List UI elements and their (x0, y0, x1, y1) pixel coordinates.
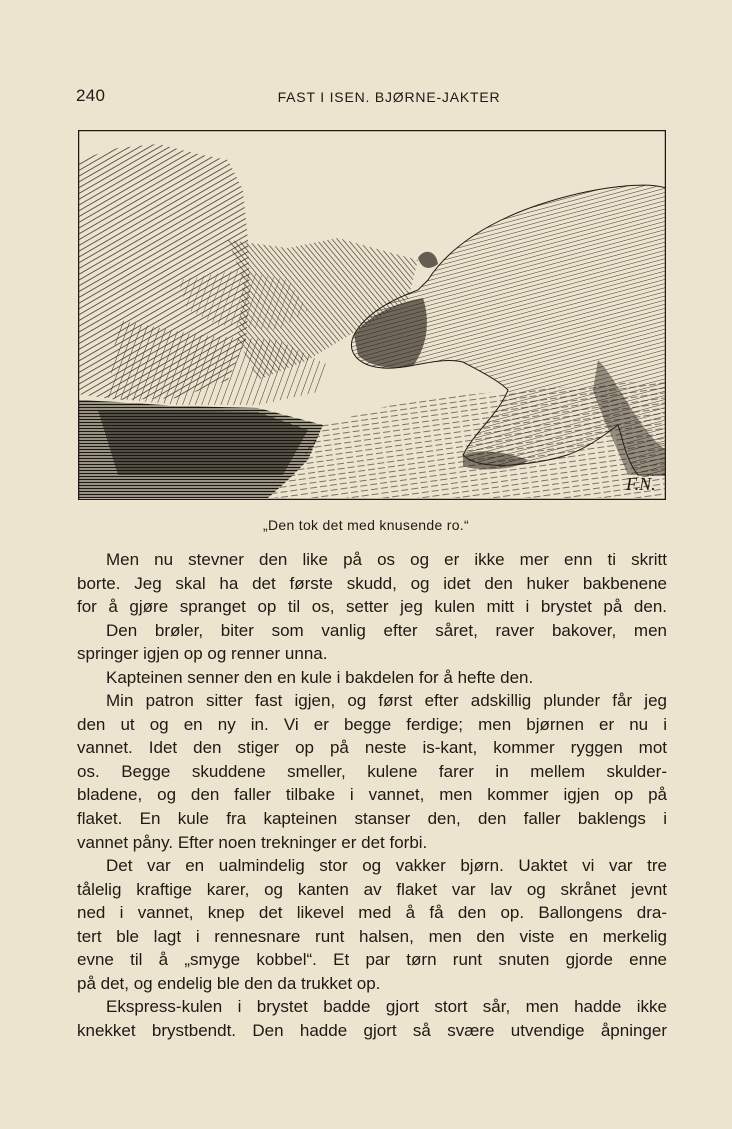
text-line: springer igjen op og renner unna. (77, 644, 328, 664)
text-line: vannet påny. Efter noen trekninger er det forbi. (77, 832, 428, 852)
running-title: FAST I ISEN. BJØRNE-JAKTER (277, 89, 501, 105)
text-line: knekket brystbendt. Den hadde gjort så svære utvendige åpninger (77, 1020, 667, 1040)
text-line: tålelig kraftige karer, og kanten av flaket var lav og skrånet jevnt (77, 879, 667, 899)
artist-signature: F.N. (626, 474, 656, 494)
text-line: for å gjøre spranget op til os, setter jeg kulen mitt i brystet på den. (77, 597, 667, 617)
text-line: på det, og endelig ble den da trukket op. (77, 973, 381, 993)
text-line: bladene, og den faller tilbake i vannet, men kommer igjen op på (77, 785, 667, 805)
running-head (76, 86, 666, 108)
figure-caption: „Den tok det med knusende ro.“ (263, 517, 469, 533)
body-text (77, 548, 667, 1042)
polar-bear-illustration (78, 130, 666, 500)
text-line: evne til å „smyge kobbel“. Et par tørn runt snuten gjorde enne (77, 950, 667, 970)
page-number: 240 (76, 86, 106, 105)
text-line: Det var en ualmindelig stor og vakker bjørn. Uaktet vi var tre (106, 856, 667, 876)
text-line: tert ble lagt i rennesnare runt halsen, men den viste en merkelig (77, 926, 667, 946)
text-line: Kapteinen senner den en kule i bakdelen for å hefte den. (106, 667, 534, 687)
text-line: Men nu stevner den like på os og er ikke mer enn ti skritt (106, 550, 667, 569)
text-line: den ut og en ny in. Vi er begge ferdige; men bjørnen er nu i (77, 714, 667, 734)
text-line: os. Begge skuddene smeller, kulene farer in mellem skulder- (77, 761, 667, 781)
text-line: Min patron sitter fast igjen, og først efter adskillig plunder får jeg (106, 691, 667, 711)
text-line: borte. Jeg skal ha det første skudd, og idet den huker bakbenene (77, 573, 667, 593)
text-line: vannet. Idet den stiger op på neste is-kant, kommer ryggen mot (77, 738, 667, 758)
text-line: Ekspress-kulen i brystet badde gjort stort sår, men hadde ikke (106, 997, 667, 1017)
text-line: Den brøler, biter som vanlig efter såret, raver bakover, men (106, 620, 667, 640)
text-line: ned i vannet, knep det likevel med å få den op. Ballongens dra- (77, 903, 667, 923)
text-line: flaket. En kule fra kapteinen stanser den, den faller baklengs i (77, 809, 667, 829)
